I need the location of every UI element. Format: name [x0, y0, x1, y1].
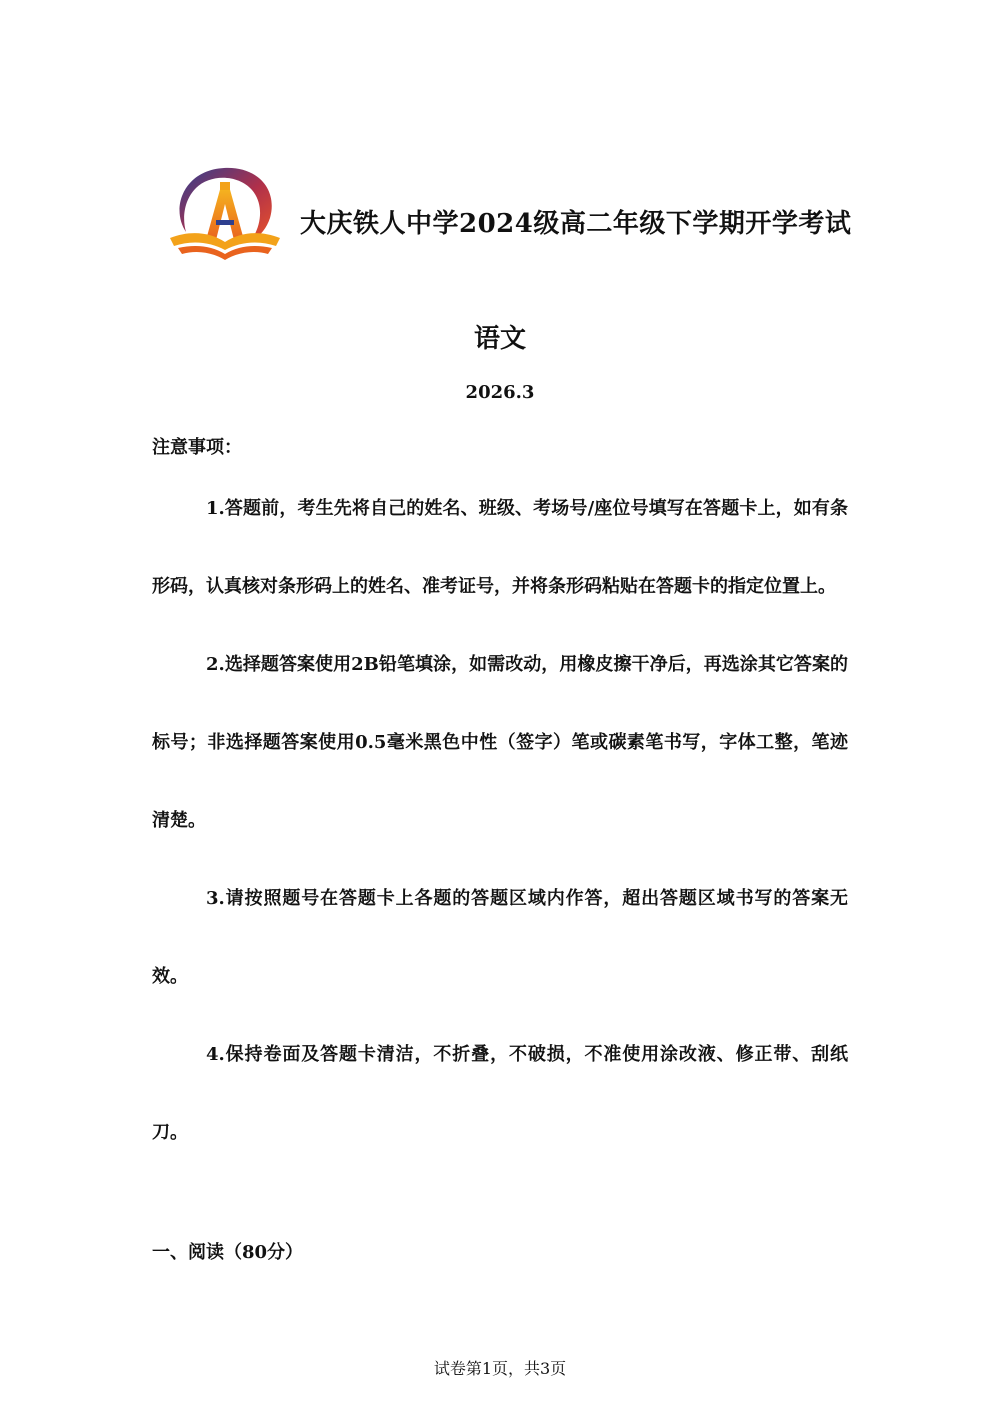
notice-item: 1.答题前，考生先将自己的姓名、班级、考场号/座位号填写在答题卡上，如有条形码，认真核对条形码上的姓名、准考证号，并将条形码粘贴在答题卡的指定位置上。 — [152, 498, 848, 597]
page-footer: 试卷第1页，共3页 — [433, 1359, 567, 1378]
notice-heading: 注意事项： — [152, 437, 242, 458]
notice-item: 3.请按照题号在答题卡上各题的答题区域内作答，超出答题区域书写的答案无效。 — [152, 888, 848, 987]
exam-date: 2026.3 — [465, 382, 535, 403]
section-heading: 一、阅读（80分） — [152, 1242, 304, 1263]
exam-title: 大庆铁人中学2024级高二年级下学期开学考试 — [300, 209, 852, 239]
notice-list — [152, 470, 848, 1172]
subject-title: 语文 — [473, 324, 526, 354]
notice-item: 4.保持卷面及答题卡清洁，不折叠，不破损，不准使用涂改液、修正带、刮纸刀。 — [152, 1044, 848, 1143]
school-emblem-icon — [166, 160, 284, 264]
notice-item: 2.选择题答案使用2B铅笔填涂，如需改动，用橡皮擦干净后，再选涂其它答案的标号；非选择题答案使用0.5毫米黑色中性（签字）笔或碳素笔书写，字体工整，笔迹清楚。 — [152, 654, 848, 831]
